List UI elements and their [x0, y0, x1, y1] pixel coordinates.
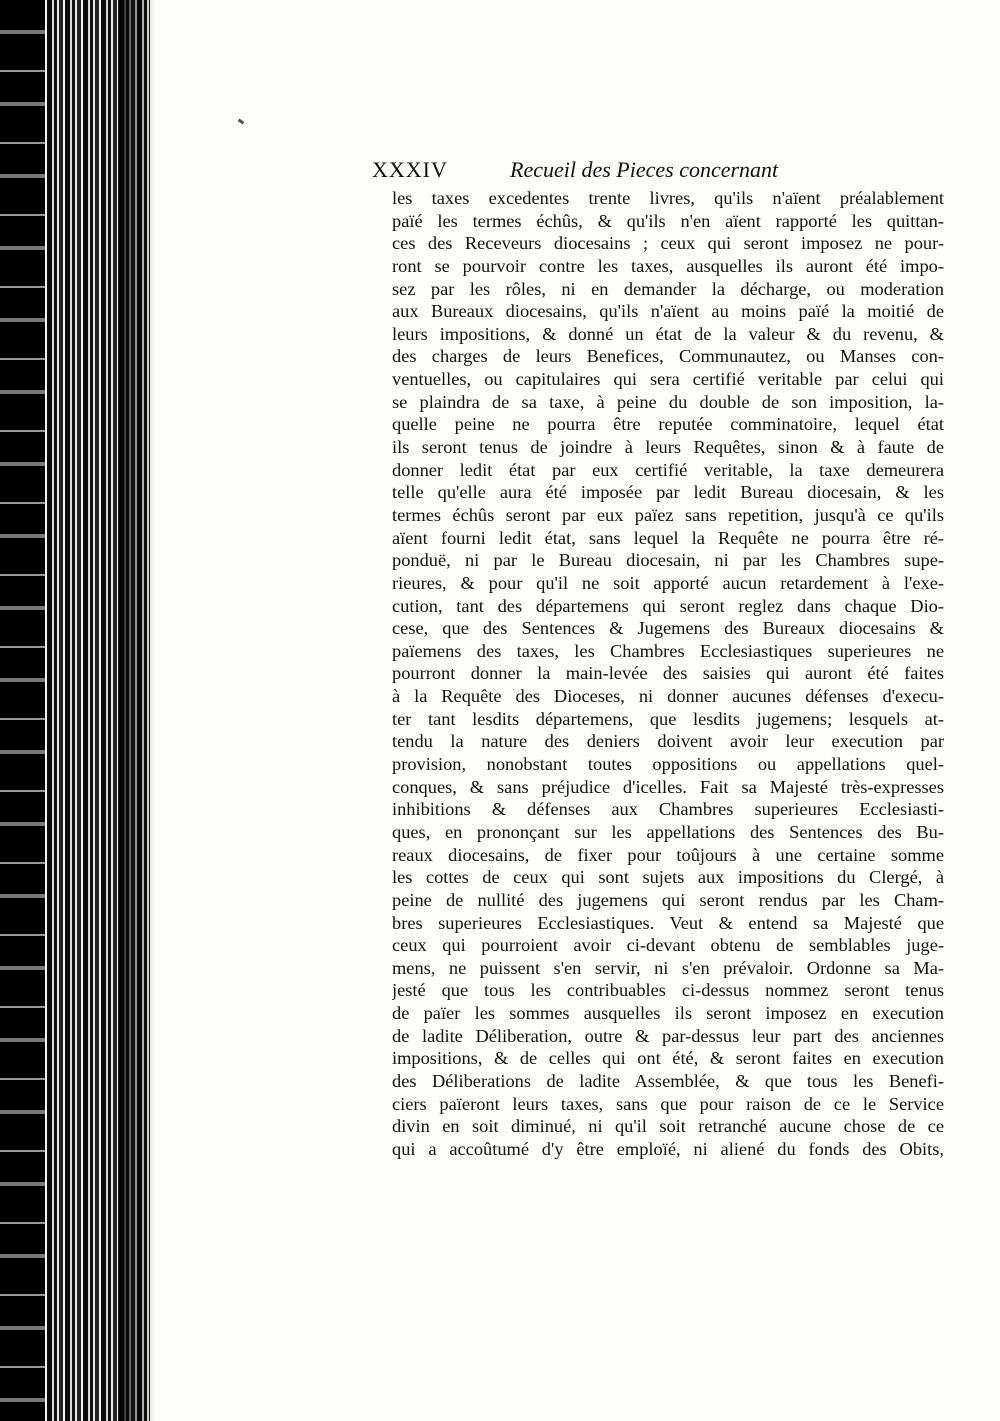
text-line: ponduë, ni par le Bureau diocesain, ni par les Chambres supe-: [392, 550, 944, 571]
text-line: les taxes excedentes trente livres, qu'ils n'aïent préalablement: [392, 188, 944, 208]
text-line: se plaindra de sa taxe, à peine du double de son imposition, la-: [392, 391, 944, 412]
page-header: [372, 157, 944, 185]
text-line: cese, que des Sentences & Jugemens des Bureaux diocesains &: [392, 618, 944, 639]
text-line: pourront donner la main-levée des saisies qui auront été faites: [392, 663, 944, 684]
text-line: leurs impositions, & donné un état de la valeur & du revenu, &: [392, 323, 944, 344]
text-line: conques, & sans préjudice d'icelles. Fait sa Majesté très-expresses: [392, 776, 944, 797]
text-line: bres superieures Ecclesiastiques. Veut & entend sa Majesté que: [392, 912, 944, 933]
text-line: tendu la nature des deniers doivent avoir leur execution par: [392, 731, 944, 752]
text-line: impositions, & de celles qui ont été, & seront faites en execution: [392, 1048, 944, 1069]
text-line: ces des Receveurs diocesains ; ceux qui seront imposez ne pour-: [392, 233, 944, 254]
text-line: inhibitions & défenses aux Chambres superieures Ecclesiasti-: [392, 799, 944, 820]
ink-speck: [238, 119, 245, 125]
text-line: des Déliberations de ladite Assemblée, & que tous les Benefi-: [392, 1070, 944, 1091]
text-line: peine de nullité des jugemens qui seront rendus par les Cham-: [392, 889, 944, 910]
text-line: aux Bureaux diocesains, qu'ils n'aïent au moins païé la moitié de: [392, 301, 944, 322]
text-line: ciers païeront leurs taxes, sans que pour raison de ce le Service: [392, 1093, 944, 1114]
text-line: de ladite Déliberation, outre & par-dessus leur part des anciennes: [392, 1025, 944, 1046]
text-line: mens, ne puissent s'en servir, ni s'en prévaloir. Ordonne sa Ma-: [392, 957, 944, 978]
gutter-fade: [118, 0, 156, 1421]
text-line: ter tant lesdits départemens, que lesdits jugemens; lesquels at-: [392, 708, 944, 729]
text-line: les cottes de ceux qui sont sujets aux impositions du Clergé, à: [392, 867, 944, 888]
text-line: termes échûs seront par eux païez sans repetition, jusqu'à ce qu'ils: [392, 504, 944, 525]
text-line: sez par les rôles, ni en demander la décharge, ou moderation: [392, 278, 944, 299]
text-line: telle qu'elle aura été imposée par ledit Bureau diocesain, & les: [392, 482, 944, 503]
text-line: des charges de leurs Benefices, Communautez, ou Manses con-: [392, 346, 944, 367]
running-title: Recueil des Pieces concernant: [510, 157, 779, 182]
text-line: païé les termes échûs, & qu'ils n'en aïent rapporté les quittan-: [392, 210, 944, 231]
text-line: ceux qui pourroient avoir ci-devant obtenu de semblables juge-: [392, 935, 944, 956]
text-line: ront se pourvoir contre les taxes, ausquelles ils auront été impo-: [392, 255, 944, 276]
text-line: divin en soit diminué, ni qu'il soit retranché aucune chose de ce: [392, 1116, 944, 1137]
text-line: cution, tant des départemens qui seront reglez dans chaque Dio-: [392, 595, 944, 616]
page-edge-shadow: [0, 0, 45, 1421]
text-line: ventuelles, ou capitulaires qui sera certifié veritable par celui qui: [392, 369, 944, 390]
text-line: aïent fourni ledit état, sans lequel la Requête ne pourra être ré-: [392, 527, 944, 548]
text-line: à la Requête des Dioceses, ni donner aucunes défenses d'execu-: [392, 686, 944, 707]
text-line: quelle peine ne pourra être reputée comminatoire, lequel état: [392, 414, 944, 435]
text-line: provision, nonobstant toutes oppositions ou appellations quel-: [392, 754, 944, 775]
text-line: païemens des taxes, les Chambres Ecclesiastiques superieures ne: [392, 640, 944, 661]
text-line: qui a accoûtumé d'y être emploïé, ni aliené du fonds des Obits,: [392, 1138, 944, 1159]
text-line: ques, en prononçant sur les appellations des Sentences des Bu-: [392, 821, 944, 842]
body-text: [392, 187, 944, 1161]
text-line: jesté que tous les contribuables ci-dessus nommez seront tenus: [392, 980, 944, 1001]
text-line: de païer les sommes ausquelles ils seront imposez en execution: [392, 1003, 944, 1024]
text-line: donner ledit état par eux certifié veritable, la taxe demeurera: [392, 459, 944, 480]
text-line: rieures, & pour qu'il ne soit apporté aucun retardement à l'exe-: [392, 572, 944, 593]
text-line: reaux diocesains, de fixer pour toûjours à une certaine somme: [392, 844, 944, 865]
text-line: ils seront tenus de joindre à leurs Requêtes, sinon & à faute de: [392, 437, 944, 458]
page-number: XXXIV: [372, 157, 448, 182]
